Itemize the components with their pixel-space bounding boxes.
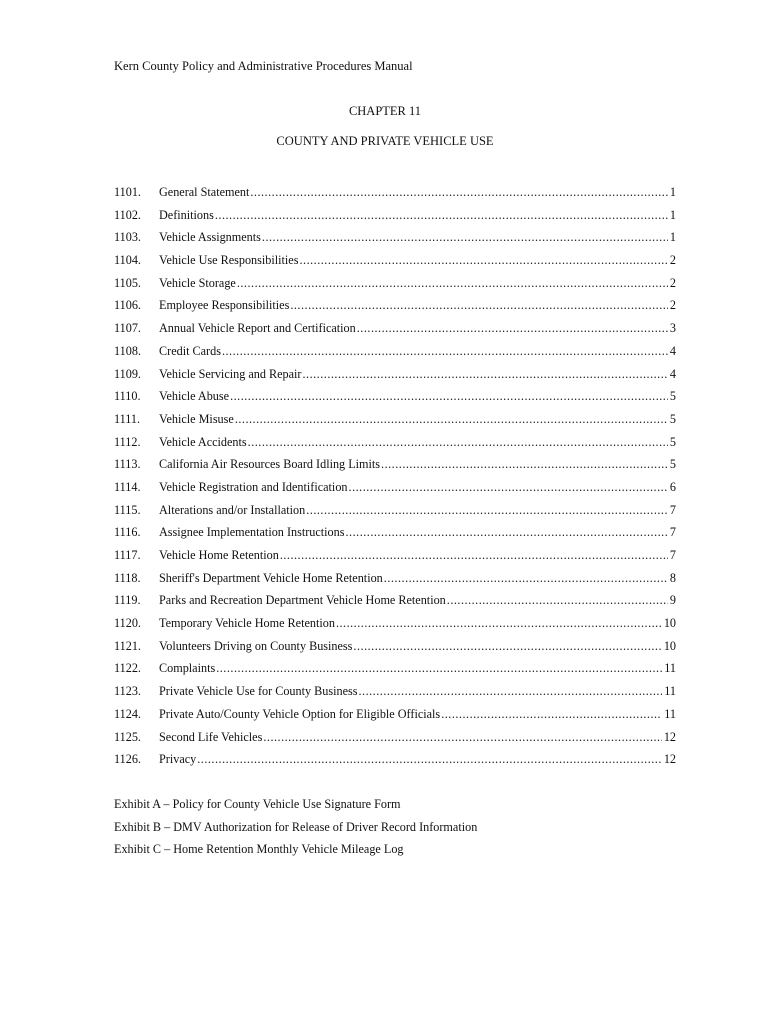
- toc-entry-title: Alterations and/or Installation: [159, 502, 306, 517]
- toc-entry-page: 12: [663, 752, 676, 767]
- toc-entry-title: Definitions: [159, 207, 214, 222]
- toc-dot-leader: [248, 433, 668, 451]
- toc-entry-title: Second Life Vehicles: [159, 729, 263, 744]
- toc-entry-title: Sheriff's Department Vehicle Home Retention: [159, 570, 383, 585]
- toc-entry-page: 11: [664, 706, 676, 721]
- toc-entry-number: 1111.: [114, 411, 141, 426]
- toc-entry-number: 1123.: [114, 684, 141, 699]
- toc-entry-page: 2: [669, 253, 676, 268]
- toc-entry-title: Temporary Vehicle Home Retention: [159, 616, 335, 631]
- toc-dot-leader: [357, 319, 668, 337]
- toc-entry[interactable]: [114, 546, 676, 569]
- toc-entry[interactable]: [114, 319, 676, 342]
- toc-entry[interactable]: [114, 296, 676, 319]
- toc-dot-leader: [358, 682, 662, 700]
- toc-dot-leader: [306, 501, 668, 519]
- toc-entry[interactable]: [114, 342, 676, 365]
- toc-entry-page: 4: [669, 366, 676, 381]
- toc-entry[interactable]: [114, 614, 676, 637]
- toc-entry[interactable]: [114, 410, 676, 433]
- toc-entry-page: 12: [663, 729, 676, 744]
- toc-entry[interactable]: [114, 274, 676, 297]
- toc-entry-number: 1121.: [114, 638, 141, 653]
- toc-entry-number: 1115.: [114, 502, 141, 517]
- exhibit-item[interactable]: Exhibit C – Home Retention Monthly Vehicle Mileage Log: [114, 842, 404, 856]
- toc-entry-number: 1116.: [114, 525, 141, 540]
- toc-dot-leader: [290, 296, 668, 314]
- toc-entry-number: 1107.: [114, 321, 141, 336]
- toc-entry[interactable]: [114, 365, 676, 388]
- toc-entry-page: 5: [669, 457, 676, 472]
- toc-entry-title: Employee Responsibilities: [159, 298, 290, 313]
- toc-dot-leader: [197, 750, 662, 768]
- toc-entry-title: Assignee Implementation Instructions: [159, 525, 345, 540]
- toc-dot-leader: [262, 228, 668, 246]
- chapter-title: COUNTY AND PRIVATE VEHICLE USE: [276, 134, 494, 148]
- toc-entry-title: General Statement: [159, 185, 250, 199]
- toc-entry[interactable]: [114, 523, 676, 546]
- toc-dot-leader: [230, 387, 668, 405]
- toc-dot-leader: [384, 569, 668, 587]
- toc-entry[interactable]: [114, 591, 676, 614]
- toc-entry-title: Vehicle Storage: [159, 275, 236, 290]
- exhibit-item[interactable]: Exhibit A – Policy for County Vehicle Use Signature Form: [114, 797, 401, 811]
- toc-entry[interactable]: [114, 659, 676, 682]
- toc-entry-number: 1126.: [114, 752, 141, 767]
- toc-entry-number: 1120.: [114, 616, 141, 631]
- toc-entry-title: Private Auto/County Vehicle Option for Eligible Officials: [159, 706, 441, 721]
- toc-entry-number: 1114.: [114, 479, 141, 494]
- toc-entry-page: 4: [669, 343, 676, 358]
- toc-entry[interactable]: [114, 478, 676, 501]
- toc-dot-leader: [346, 523, 668, 541]
- toc-entry-page: 5: [669, 434, 676, 449]
- toc-entry[interactable]: [114, 728, 676, 751]
- toc-entry-number: 1109.: [114, 366, 141, 381]
- toc-entry-page: 1: [669, 185, 676, 199]
- toc-entry-page: 2: [669, 298, 676, 313]
- toc-entry-title: Vehicle Use Responsibilities: [159, 253, 299, 268]
- toc-entry[interactable]: [114, 206, 676, 229]
- toc-entry[interactable]: [114, 637, 676, 660]
- toc-entry-number: 1122.: [114, 661, 141, 676]
- toc-entry-number: 1106.: [114, 298, 141, 313]
- toc-entry-page: 10: [663, 638, 676, 653]
- toc-dot-leader: [263, 728, 661, 746]
- toc-entry-page: 3: [669, 321, 676, 336]
- table-of-contents: [114, 183, 676, 773]
- toc-entry[interactable]: [114, 433, 676, 456]
- toc-entry-title: Vehicle Home Retention: [159, 548, 279, 562]
- chapter-number: CHAPTER 11: [348, 104, 422, 118]
- toc-dot-leader: [222, 342, 668, 360]
- toc-entry[interactable]: [114, 387, 676, 410]
- toc-dot-leader: [216, 659, 662, 677]
- toc-entry-number: 1104.: [114, 253, 141, 268]
- toc-entry-page: 7: [669, 502, 676, 517]
- toc-dot-leader: [441, 705, 662, 723]
- toc-entry-title: California Air Resources Board Idling Limits: [159, 457, 381, 472]
- toc-entry-page: 8: [669, 570, 676, 585]
- toc-entry-page: 1: [669, 207, 676, 222]
- toc-entry-title: Volunteers Driving on County Business: [159, 638, 353, 653]
- manual-title: Kern County Policy and Administrative Procedures Manual: [114, 59, 413, 73]
- toc-entry-title: Vehicle Misuse: [159, 411, 234, 426]
- toc-entry-number: 1105.: [114, 275, 141, 290]
- toc-entry-number: 1125.: [114, 729, 141, 744]
- toc-entry[interactable]: [114, 750, 676, 773]
- exhibit-item[interactable]: Exhibit B – DMV Authorization for Release of Driver Record Information: [114, 819, 478, 834]
- toc-dot-leader: [353, 637, 661, 655]
- toc-entry-number: 1103.: [114, 230, 141, 245]
- toc-entry-page: 6: [669, 479, 676, 494]
- toc-entry[interactable]: [114, 705, 676, 728]
- toc-entry-number: 1119.: [114, 593, 141, 608]
- toc-entry-title: Complaints: [159, 661, 216, 676]
- toc-entry-page: 11: [664, 684, 676, 699]
- toc-entry-number: 1102.: [114, 207, 141, 222]
- toc-entry-title: Vehicle Accidents: [159, 434, 247, 449]
- toc-dot-leader: [349, 478, 668, 496]
- toc-entry-number: 1108.: [114, 343, 141, 358]
- toc-entry-page: 1: [669, 230, 676, 245]
- toc-entry-title: Parks and Recreation Department Vehicle Home Retention: [159, 593, 446, 608]
- toc-entry-page: 2: [669, 275, 676, 290]
- toc-entry-page: 10: [663, 616, 676, 631]
- toc-entry-number: 1113.: [114, 457, 141, 472]
- toc-entry-title: Privacy: [159, 752, 197, 767]
- toc-entry-title: Vehicle Assignments: [159, 230, 261, 245]
- toc-entry[interactable]: [114, 501, 676, 524]
- toc-dot-leader: [447, 591, 668, 609]
- exhibit-list: [114, 795, 477, 863]
- toc-entry-page: 11: [664, 661, 676, 676]
- toc-entry[interactable]: [114, 228, 676, 251]
- toc-entry[interactable]: [114, 569, 676, 592]
- toc-entry-number: 1110.: [114, 389, 141, 404]
- toc-entry-title: Private Vehicle Use for County Business: [159, 684, 358, 699]
- toc-entry[interactable]: [114, 682, 676, 705]
- toc-entry-title: Annual Vehicle Report and Certification: [159, 321, 356, 336]
- toc-entry-page: 7: [669, 548, 676, 562]
- toc-entry-title: Credit Cards: [159, 343, 221, 358]
- toc-dot-leader: [237, 274, 668, 292]
- toc-entry-title: Vehicle Servicing and Repair: [159, 366, 302, 381]
- toc-entry-number: 1117.: [114, 548, 141, 562]
- toc-entry-page: 9: [669, 593, 676, 608]
- toc-entry-title: Vehicle Abuse: [159, 389, 230, 404]
- toc-dot-leader: [299, 251, 667, 269]
- toc-entry-number: 1118.: [114, 570, 141, 585]
- toc-entry-page: 5: [669, 389, 676, 404]
- toc-dot-leader: [250, 183, 668, 201]
- toc-dot-leader: [381, 455, 668, 473]
- toc-entry-number: 1112.: [114, 434, 141, 449]
- toc-entry-number: 1124.: [114, 706, 141, 721]
- toc-entry[interactable]: [114, 183, 676, 206]
- toc-dot-leader: [336, 614, 662, 632]
- toc-dot-leader: [235, 410, 668, 428]
- toc-entry-title: Vehicle Registration and Identification: [159, 479, 348, 494]
- toc-dot-leader: [215, 206, 668, 224]
- toc-entry-number: 1101.: [114, 185, 141, 199]
- toc-dot-leader: [302, 365, 667, 383]
- toc-entry[interactable]: [114, 455, 676, 478]
- toc-entry-page: 5: [669, 411, 676, 426]
- toc-dot-leader: [280, 546, 668, 564]
- toc-entry[interactable]: [114, 251, 676, 274]
- toc-entry-page: 7: [669, 525, 676, 540]
